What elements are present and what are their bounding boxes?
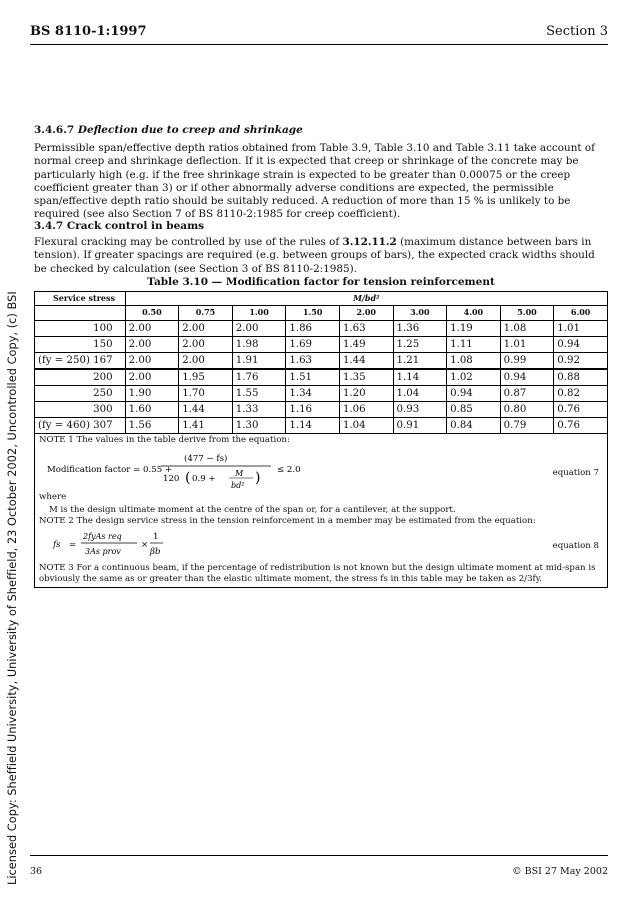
equation-7 (39, 446, 603, 492)
svg-text:βb: βb (150, 546, 161, 557)
section-347-body: Flexural cracking may be controlled by use of the rules of 3.12.11.2 (maximum distance between bars in tension). If greater spacings are required (e.g. between groups of bars), the expected crack widths should be checked by calculation (see Section 3 of BS 8110-2:1985). (34, 236, 595, 275)
factor-cell: 1.98 (232, 336, 286, 352)
svg-text:3As prov: 3As prov (85, 546, 121, 556)
table-notes (35, 433, 608, 587)
equation-8-label: equation 8 (552, 540, 599, 551)
factor-cell: 0.84 (447, 417, 501, 433)
factor-cell: 1.01 (554, 320, 608, 336)
factor-cell: 1.41 (179, 417, 233, 433)
factor-cell: 1.11 (447, 336, 501, 352)
page-number: 36 (30, 866, 43, 877)
service-stress-cell: 150 (35, 336, 126, 352)
factor-cell: 1.60 (125, 401, 179, 417)
note-1: NOTE 1 The values in the table derive from the equation: (39, 434, 290, 445)
factor-cell: 0.79 (500, 417, 554, 433)
section-3467-heading: 3.4.6.7 Deflection due to creep and shrinkage (34, 124, 303, 136)
factor-cell: 1.04 (393, 385, 447, 401)
svg-text:): ) (255, 469, 261, 486)
header-rule (30, 44, 608, 45)
factor-cell: 1.20 (339, 385, 393, 401)
svg-text:≤ 2.0: ≤ 2.0 (277, 464, 301, 475)
factor-cell: 0.94 (554, 336, 608, 352)
column-header: 0.50 (125, 306, 179, 320)
column-header: 5.00 (500, 306, 554, 320)
where-text: M is the design ultimate moment at the centre of the span or, for a cantilever, at the support. (49, 504, 456, 515)
factor-cell: 0.94 (500, 369, 554, 386)
factor-cell: 1.14 (286, 417, 340, 433)
factor-cell: 1.34 (286, 385, 340, 401)
standard-number: BS 8110-1:1997 (30, 24, 147, 39)
table-row (35, 320, 608, 336)
column-header: 4.00 (447, 306, 501, 320)
factor-cell: 1.04 (339, 417, 393, 433)
factor-cell: 1.95 (179, 369, 233, 386)
table-caption: Table 3.10 — Modification factor for tension reinforcement (147, 276, 495, 288)
factor-cell: 1.35 (339, 369, 393, 386)
column-header: 1.00 (232, 306, 286, 320)
factor-cell: 1.21 (393, 352, 447, 369)
column-values-row (35, 306, 608, 320)
factor-cell: 1.49 (339, 336, 393, 352)
service-stress-cell: 200 (35, 369, 126, 386)
service-stress-header: Service stress (35, 292, 126, 306)
service-stress-cell: 300 (35, 401, 126, 417)
table-row (35, 385, 608, 401)
column-header: 0.75 (179, 306, 233, 320)
section-3467 (34, 124, 608, 221)
factor-cell: 1.16 (286, 401, 340, 417)
modification-factor-table (34, 291, 608, 587)
column-header: 1.50 (286, 306, 340, 320)
svg-text:Modification factor = 0.55 +: Modification factor = 0.55 + (47, 464, 173, 475)
factor-cell: 0.92 (554, 352, 608, 369)
table-row (35, 352, 608, 369)
factor-cell: 0.91 (393, 417, 447, 433)
factor-cell: 1.51 (286, 369, 340, 386)
section-3467-body: Permissible span/effective depth ratios obtained from Table 3.9, Table 3.10 and Table 3.11 take account of normal creep and shrinkage deflection. If it is expected that creep or shrinkage of the concrete may be particularly high (e.g. if the free shrinkage strain is expected to be greater than 0.00075 or the creep coefficient greater than 3) or if other abnormally adverse conditions are expected, the permissible span/effective depth ratio should be suitably reduced. A reduction of more than 15 % is unlikely to be required (see also Section 7 of BS 8110-2:1985 for creep coefficient). (34, 142, 595, 221)
factor-cell: 1.19 (447, 320, 501, 336)
factor-cell: 0.99 (500, 352, 554, 369)
factor-cell: 1.63 (339, 320, 393, 336)
svg-text:=: = (69, 539, 77, 550)
factor-cell: 0.82 (554, 385, 608, 401)
factor-cell: 0.76 (554, 401, 608, 417)
factor-cell: 1.02 (447, 369, 501, 386)
factor-cell: 0.94 (447, 385, 501, 401)
table-row (35, 336, 608, 352)
factor-cell: 2.00 (125, 320, 179, 336)
factor-cell: 0.88 (554, 369, 608, 386)
column-header: 2.00 (339, 306, 393, 320)
factor-cell: 1.55 (232, 385, 286, 401)
service-stress-cell: 250 (35, 385, 126, 401)
factor-cell: 0.80 (500, 401, 554, 417)
factor-cell: 2.00 (125, 369, 179, 386)
factor-cell: 1.44 (339, 352, 393, 369)
factor-cell: 1.86 (286, 320, 340, 336)
factor-cell: 1.36 (393, 320, 447, 336)
svg-text:0.9 +: 0.9 + (192, 473, 216, 484)
where-label: where (39, 491, 67, 502)
factor-cell: 2.00 (125, 352, 179, 369)
table-3-10 (34, 276, 608, 588)
service-stress-cell: (fy = 460) 307 (35, 417, 126, 433)
factor-cell: 2.00 (179, 320, 233, 336)
factor-cell: 1.08 (500, 320, 554, 336)
svg-text:(477 − fs): (477 − fs) (184, 453, 228, 464)
factor-cell: 1.30 (232, 417, 286, 433)
svg-text:bd²: bd² (231, 480, 245, 490)
factor-cell: 1.56 (125, 417, 179, 433)
note-2: NOTE 2 The design service stress in the tension reinforcement in a member may be estimated from the equation: (39, 515, 536, 526)
column-header: 6.00 (554, 306, 608, 320)
svg-text:2fyAs req: 2fyAs req (83, 531, 122, 541)
factor-cell: 1.90 (125, 385, 179, 401)
table-row (35, 401, 608, 417)
equation-8-formula (39, 527, 339, 563)
factor-cell: 2.00 (179, 352, 233, 369)
factor-cell: 1.76 (232, 369, 286, 386)
section-label: Section 3 (546, 24, 608, 39)
note-3: NOTE 3 For a continuous beam, if the percentage of redistribution is not known but the design ultimate moment at mid-span is obviously the same as or greater than the elastic ultimate moment, the stress fs in this table may be taken as 2/3fy. (39, 562, 596, 584)
factor-cell: 1.70 (179, 385, 233, 401)
table-row (35, 369, 608, 386)
factor-cell: 1.91 (232, 352, 286, 369)
svg-text:×: × (141, 539, 149, 550)
factor-cell: 1.63 (286, 352, 340, 369)
factor-cell: 2.00 (125, 336, 179, 352)
section-347 (34, 220, 608, 276)
factor-cell: 1.08 (447, 352, 501, 369)
copyright: © BSI 27 May 2002 (512, 866, 608, 877)
factor-cell: 1.25 (393, 336, 447, 352)
svg-text:1: 1 (153, 531, 159, 542)
factor-cell: 0.87 (500, 385, 554, 401)
blank-header-cell (35, 306, 126, 320)
factor-cell: 2.00 (179, 336, 233, 352)
service-stress-cell: 100 (35, 320, 126, 336)
factor-cell: 0.76 (554, 417, 608, 433)
section-347-heading: 3.4.7 Crack control in beams (34, 220, 205, 232)
factor-cell: 1.69 (286, 336, 340, 352)
equation-7-formula (39, 446, 459, 492)
svg-text:fs: fs (53, 539, 61, 550)
factor-cell: 1.14 (393, 369, 447, 386)
table-header-row (35, 292, 608, 306)
svg-text:120: 120 (163, 473, 180, 484)
factor-cell: 1.33 (232, 401, 286, 417)
svg-text:M: M (235, 468, 244, 478)
equation-7-label: equation 7 (552, 467, 599, 478)
ratio-header: M/bd² (125, 292, 607, 306)
license-watermark: Licensed Copy: Sheffield University, University of Sheffield, 23 October 2002, Uncontrolled Copy, (c) BSI (6, 291, 19, 885)
equation-8 (39, 527, 603, 563)
column-header: 3.00 (393, 306, 447, 320)
service-stress-cell: (fy = 250) 167 (35, 352, 126, 369)
factor-cell: 1.01 (500, 336, 554, 352)
svg-text:(: ( (185, 469, 191, 486)
factor-cell: 1.06 (339, 401, 393, 417)
footer-rule (30, 855, 608, 856)
factor-cell: 0.93 (393, 401, 447, 417)
factor-cell: 1.44 (179, 401, 233, 417)
table-row (35, 417, 608, 433)
factor-cell: 2.00 (232, 320, 286, 336)
factor-cell: 0.85 (447, 401, 501, 417)
